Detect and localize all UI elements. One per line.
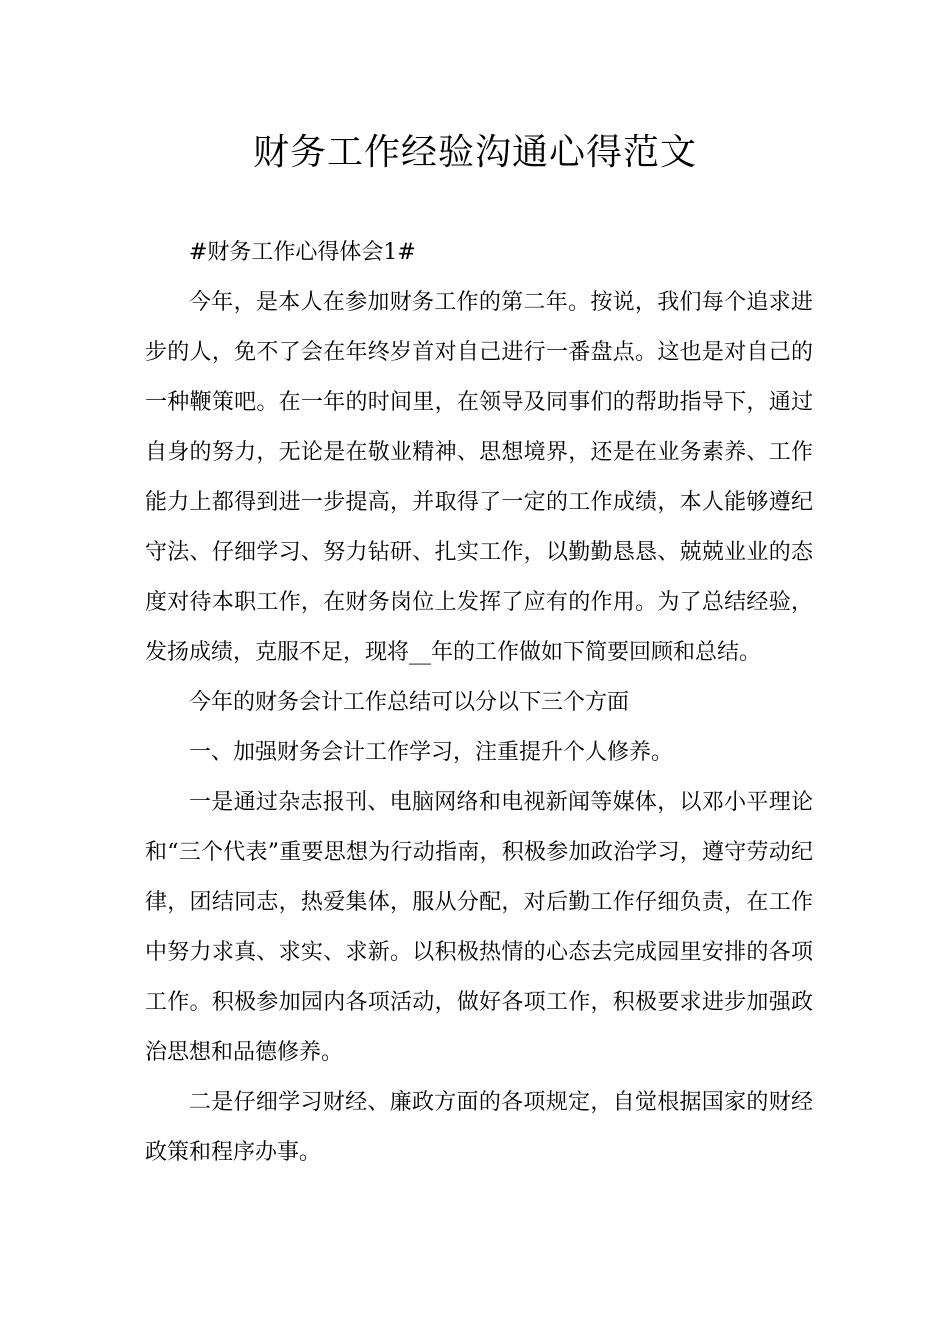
paragraph-point-two: 二是仔细学习财经、廉政方面的各项规定，自觉根据国家的财经政策和程序办事。: [145, 1090, 813, 1165]
paragraph-overview: 今年的财务会计工作总结可以分以下三个方面: [189, 690, 630, 715]
document-title: 财务工作经验沟通心得范文: [252, 132, 697, 173]
section-heading: #财务工作心得体会1#: [189, 240, 416, 265]
paragraph-intro: 今年，是本人在参加财务工作的第二年。按说，我们每个追求进步的人，免不了会在年终岁首对自己进行一番盘点。这也是对自己的一种鞭策吧。在一年的时间里，在领导及同事们的帮助指导下，通过自身的努力，无论是在敬业精神、思想境界，还是在业务素养、工作能力上都得到进一步提高，并取得了一定的工作成绩，本人能够遵纪守法、仔细学习、努力钻研、扎实工作，以勤勤恳恳、兢兢业业的态度对待本职工作，在财务岗位上发挥了应有的作用。为了总结经验，发扬成绩，克服不足，现将__年的工作做如下简要回顾和总结。: [145, 290, 813, 665]
paragraph-point-one: 一是通过杂志报刊、电脑网络和电视新闻等媒体，以邓小平理论和“三个代表”重要思想为行动指南，积极参加政治学习，遵守劳动纪律，团结同志，热爱集体，服从分配，对后勤工作仔细负责，在工作中努力求真、求实、求新。以积极热情的心态去完成园里安排的各项工作。积极参加园内各项活动，做好各项工作，积极要求进步加强政治思想和品德修养。: [145, 790, 813, 1065]
subheading-one: 一、加强财务会计工作学习，注重提升个人修养。: [189, 740, 674, 765]
document-body: [145, 228, 813, 1178]
